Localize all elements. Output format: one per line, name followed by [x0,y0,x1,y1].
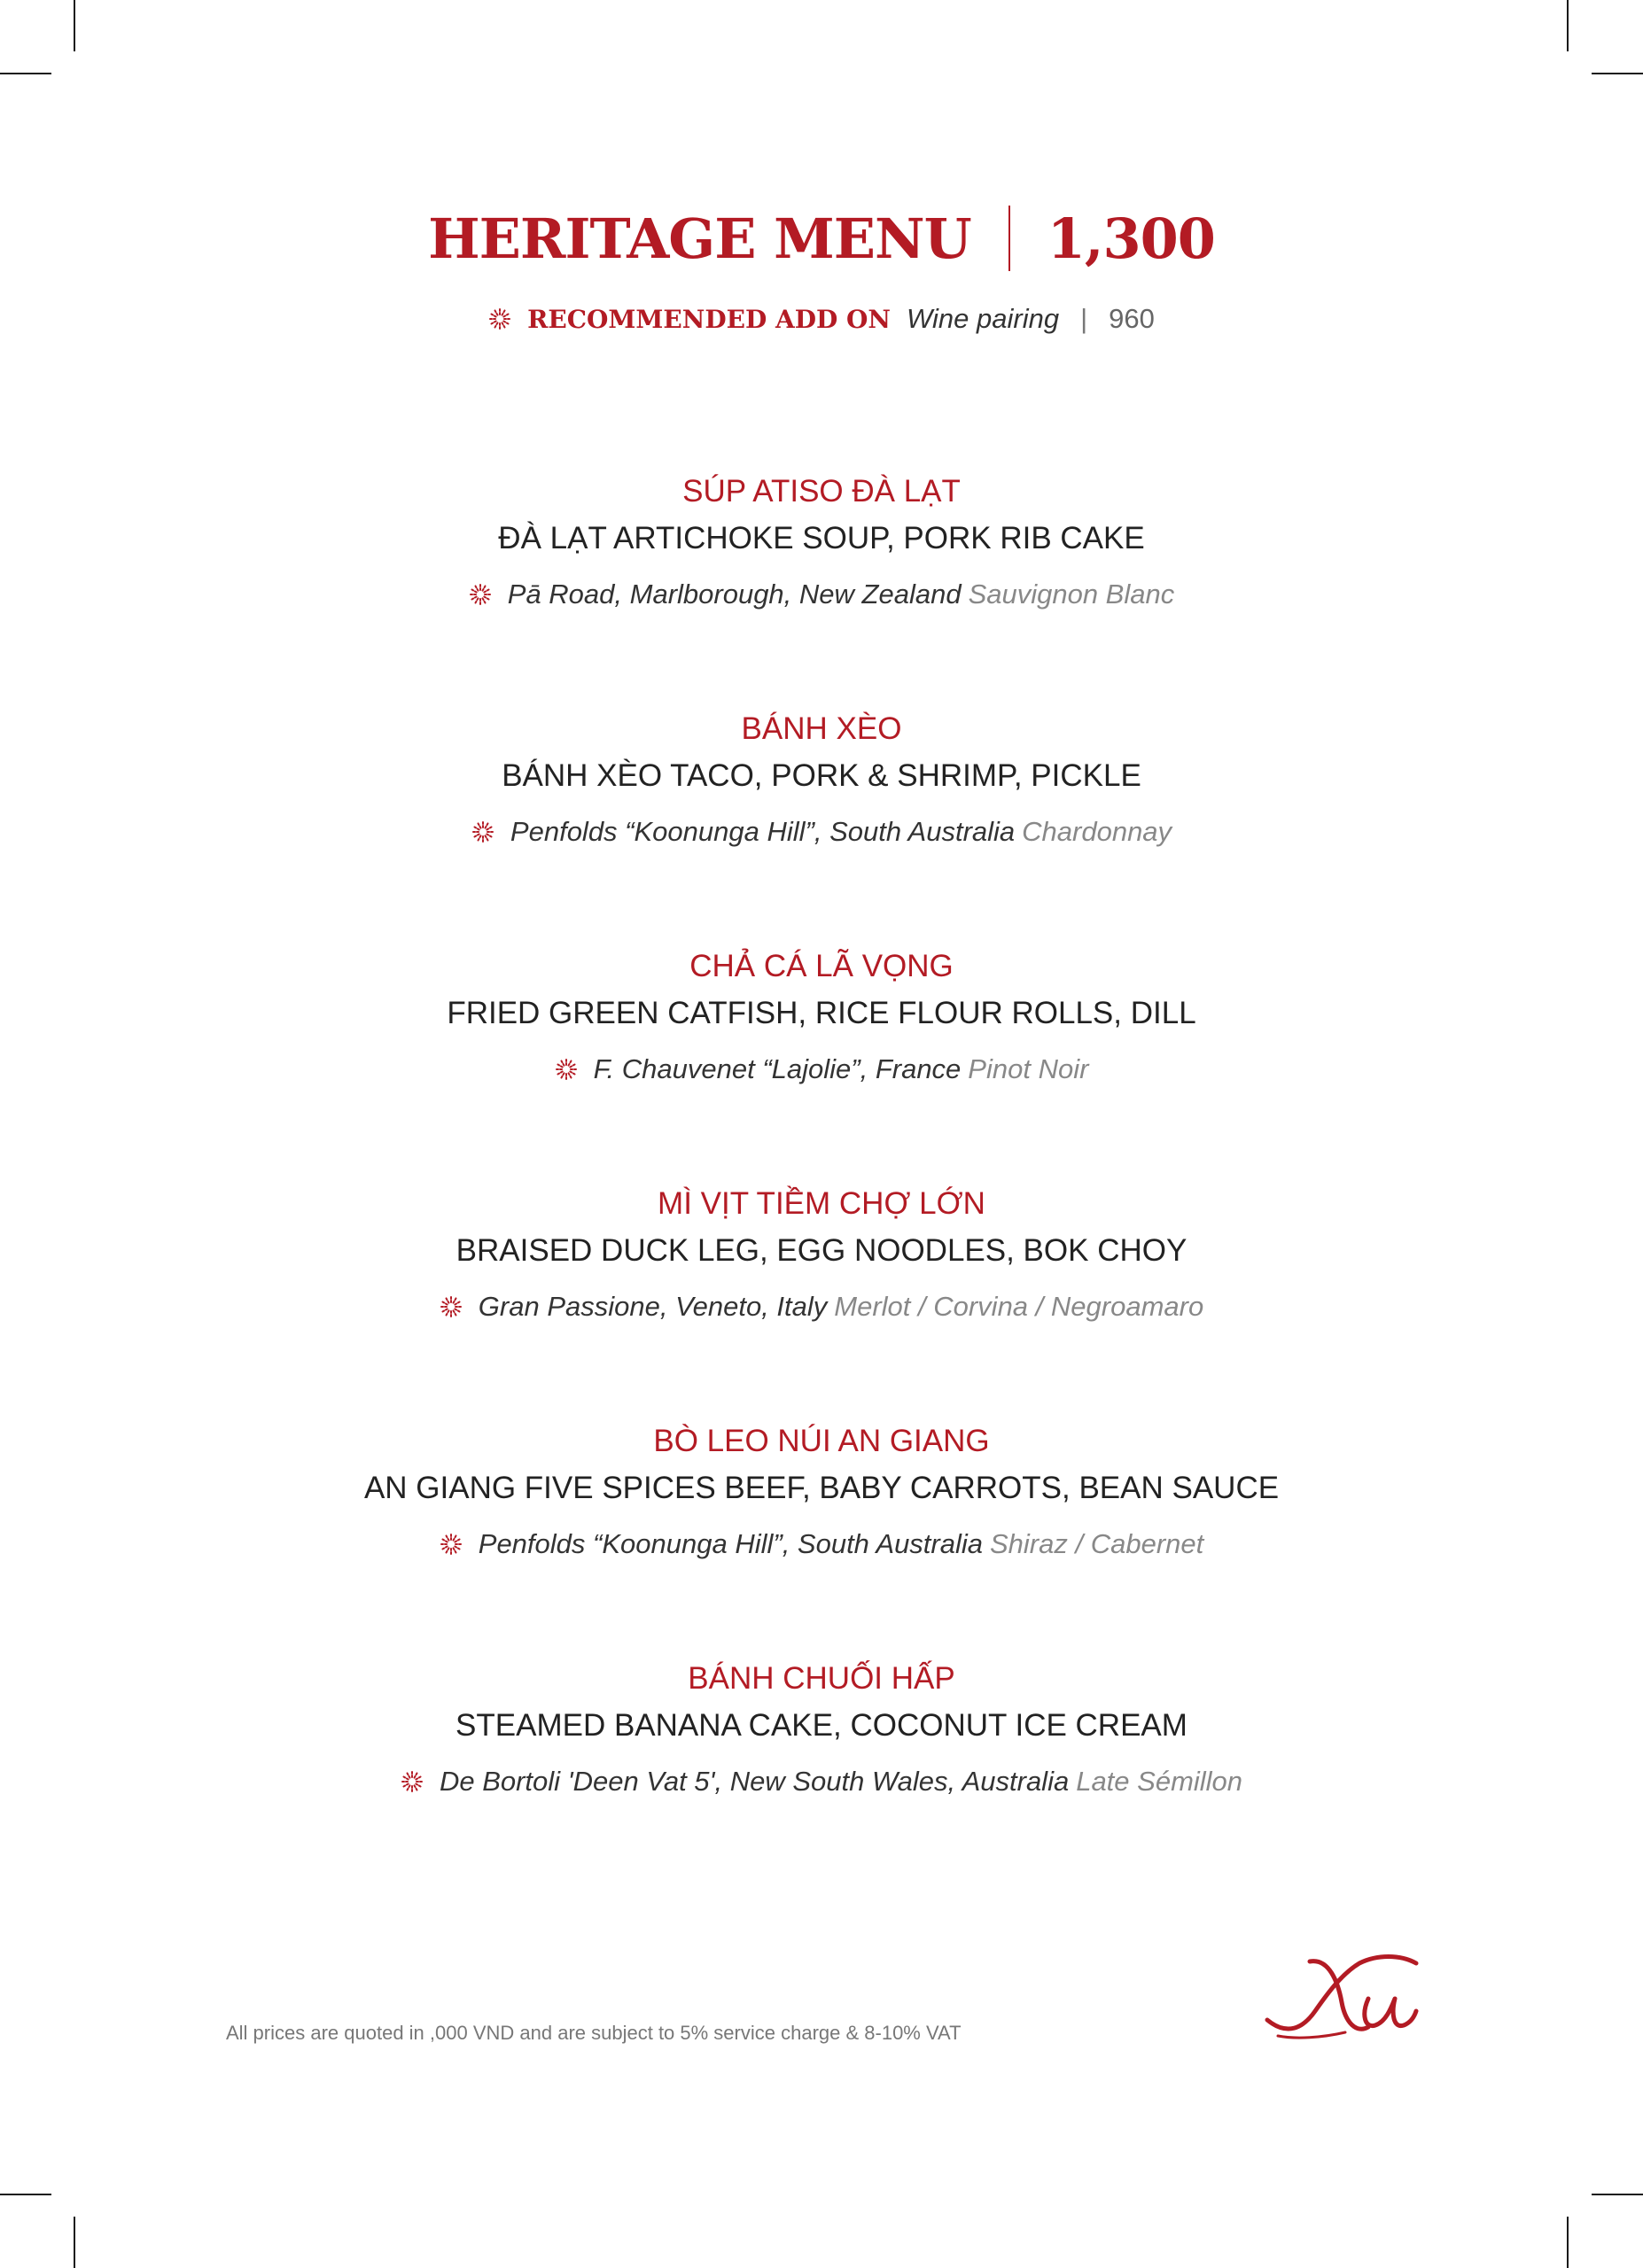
xu-logo [1260,1947,1429,2047]
wine-pairing [0,572,1643,617]
course-item [0,1182,1643,1419]
crop-mark-top-left-horizontal [0,73,51,74]
title-row [0,206,1643,271]
wine-pairing [0,1285,1643,1329]
wine-name: Penfolds “Koonunga Hill”, South Australia [478,1528,983,1559]
course-description: BÁNH XÈO TACO, PORK & SHRIMP, PICKLE [502,758,1141,793]
burst-icon [401,1770,424,1793]
course-item [0,707,1643,944]
title-divider [1008,206,1010,271]
course-description: FRIED GREEN CATFISH, RICE FLOUR ROLLS, DILL [447,996,1196,1030]
course-name-vietnamese: SÚP ATISO ĐÀ LẠT [682,474,961,509]
wine-name: Pā Road, Marlborough, New Zealand [507,579,962,610]
crop-mark-bottom-right-vertical [1567,2217,1569,2268]
menu-price: 1,300 [1047,206,1215,271]
wine-pairing [0,810,1643,854]
grape-variety: Shiraz / Cabernet [990,1528,1204,1559]
burst-icon [488,307,511,330]
crop-mark-bottom-left-horizontal [0,2194,51,2195]
crop-mark-top-right-horizontal [1592,73,1643,74]
grape-variety: Chardonnay [1022,816,1172,847]
wine-name: De Bortoli 'Deen Vat 5', New South Wales, Australia [439,1766,1070,1797]
course-name-vietnamese: BÁNH CHUỐI HẤP [688,1661,955,1696]
wine-name: Penfolds “Koonunga Hill”, South Australia [510,816,1016,847]
course-item [0,470,1643,707]
grape-variety: Sauvignon Blanc [968,579,1175,610]
burst-icon [471,820,494,843]
course-list [0,470,1643,1894]
wine-pairing [0,1047,1643,1091]
crop-mark-bottom-right-horizontal [1592,2194,1643,2195]
grape-variety: Merlot / Corvina / Negroamaro [834,1291,1204,1322]
addon-row [0,303,1643,335]
addon-divider: | [1080,303,1088,334]
course-name-vietnamese: BÁNH XÈO [741,711,902,746]
wine-pairing [0,1522,1643,1566]
course-description: STEAMED BANANA CAKE, COCONUT ICE CREAM [456,1708,1187,1743]
addon-label: RECOMMENDED ADD ON [527,304,892,334]
burst-icon [440,1295,463,1318]
course-item [0,1657,1643,1894]
course-item [0,944,1643,1182]
course-name-vietnamese: BÒ LEO NÚI AN GIANG [653,1424,990,1458]
wine-name: F. Chauvenet “Lajolie”, France [593,1053,962,1084]
course-description: BRAISED DUCK LEG, EGG NOODLES, BOK CHOY [456,1233,1187,1268]
menu-title: HERITAGE MENU [428,206,971,271]
burst-icon [469,583,492,606]
course-description: ĐÀ LẠT ARTICHOKE SOUP, PORK RIB CAKE [498,521,1145,555]
wine-pairing [0,1759,1643,1804]
addon-description: Wine pairing [907,303,1060,334]
price-footnote: All prices are quoted in ,000 VND and are subject to 5% service charge & 8-10% VAT [226,2022,962,2044]
addon-price: 960 [1109,303,1155,334]
grape-variety: Pinot Noir [968,1053,1089,1084]
course-name-vietnamese: MÌ VỊT TIỀM CHỢ LỚN [658,1186,985,1221]
menu-header [0,206,1643,335]
crop-mark-top-left-vertical [74,0,75,51]
course-description: AN GIANG FIVE SPICES BEEF, BABY CARROTS, BEAN SAUCE [363,1471,1280,1505]
burst-icon [555,1058,578,1081]
wine-name: Gran Passione, Veneto, Italy [478,1291,828,1322]
crop-mark-bottom-left-vertical [74,2217,75,2268]
burst-icon [440,1533,463,1556]
crop-mark-top-right-vertical [1567,0,1569,51]
grape-variety: Late Sémillon [1076,1766,1243,1797]
course-name-vietnamese: CHẢ CÁ LÃ VỌNG [689,949,954,983]
course-item [0,1419,1643,1657]
